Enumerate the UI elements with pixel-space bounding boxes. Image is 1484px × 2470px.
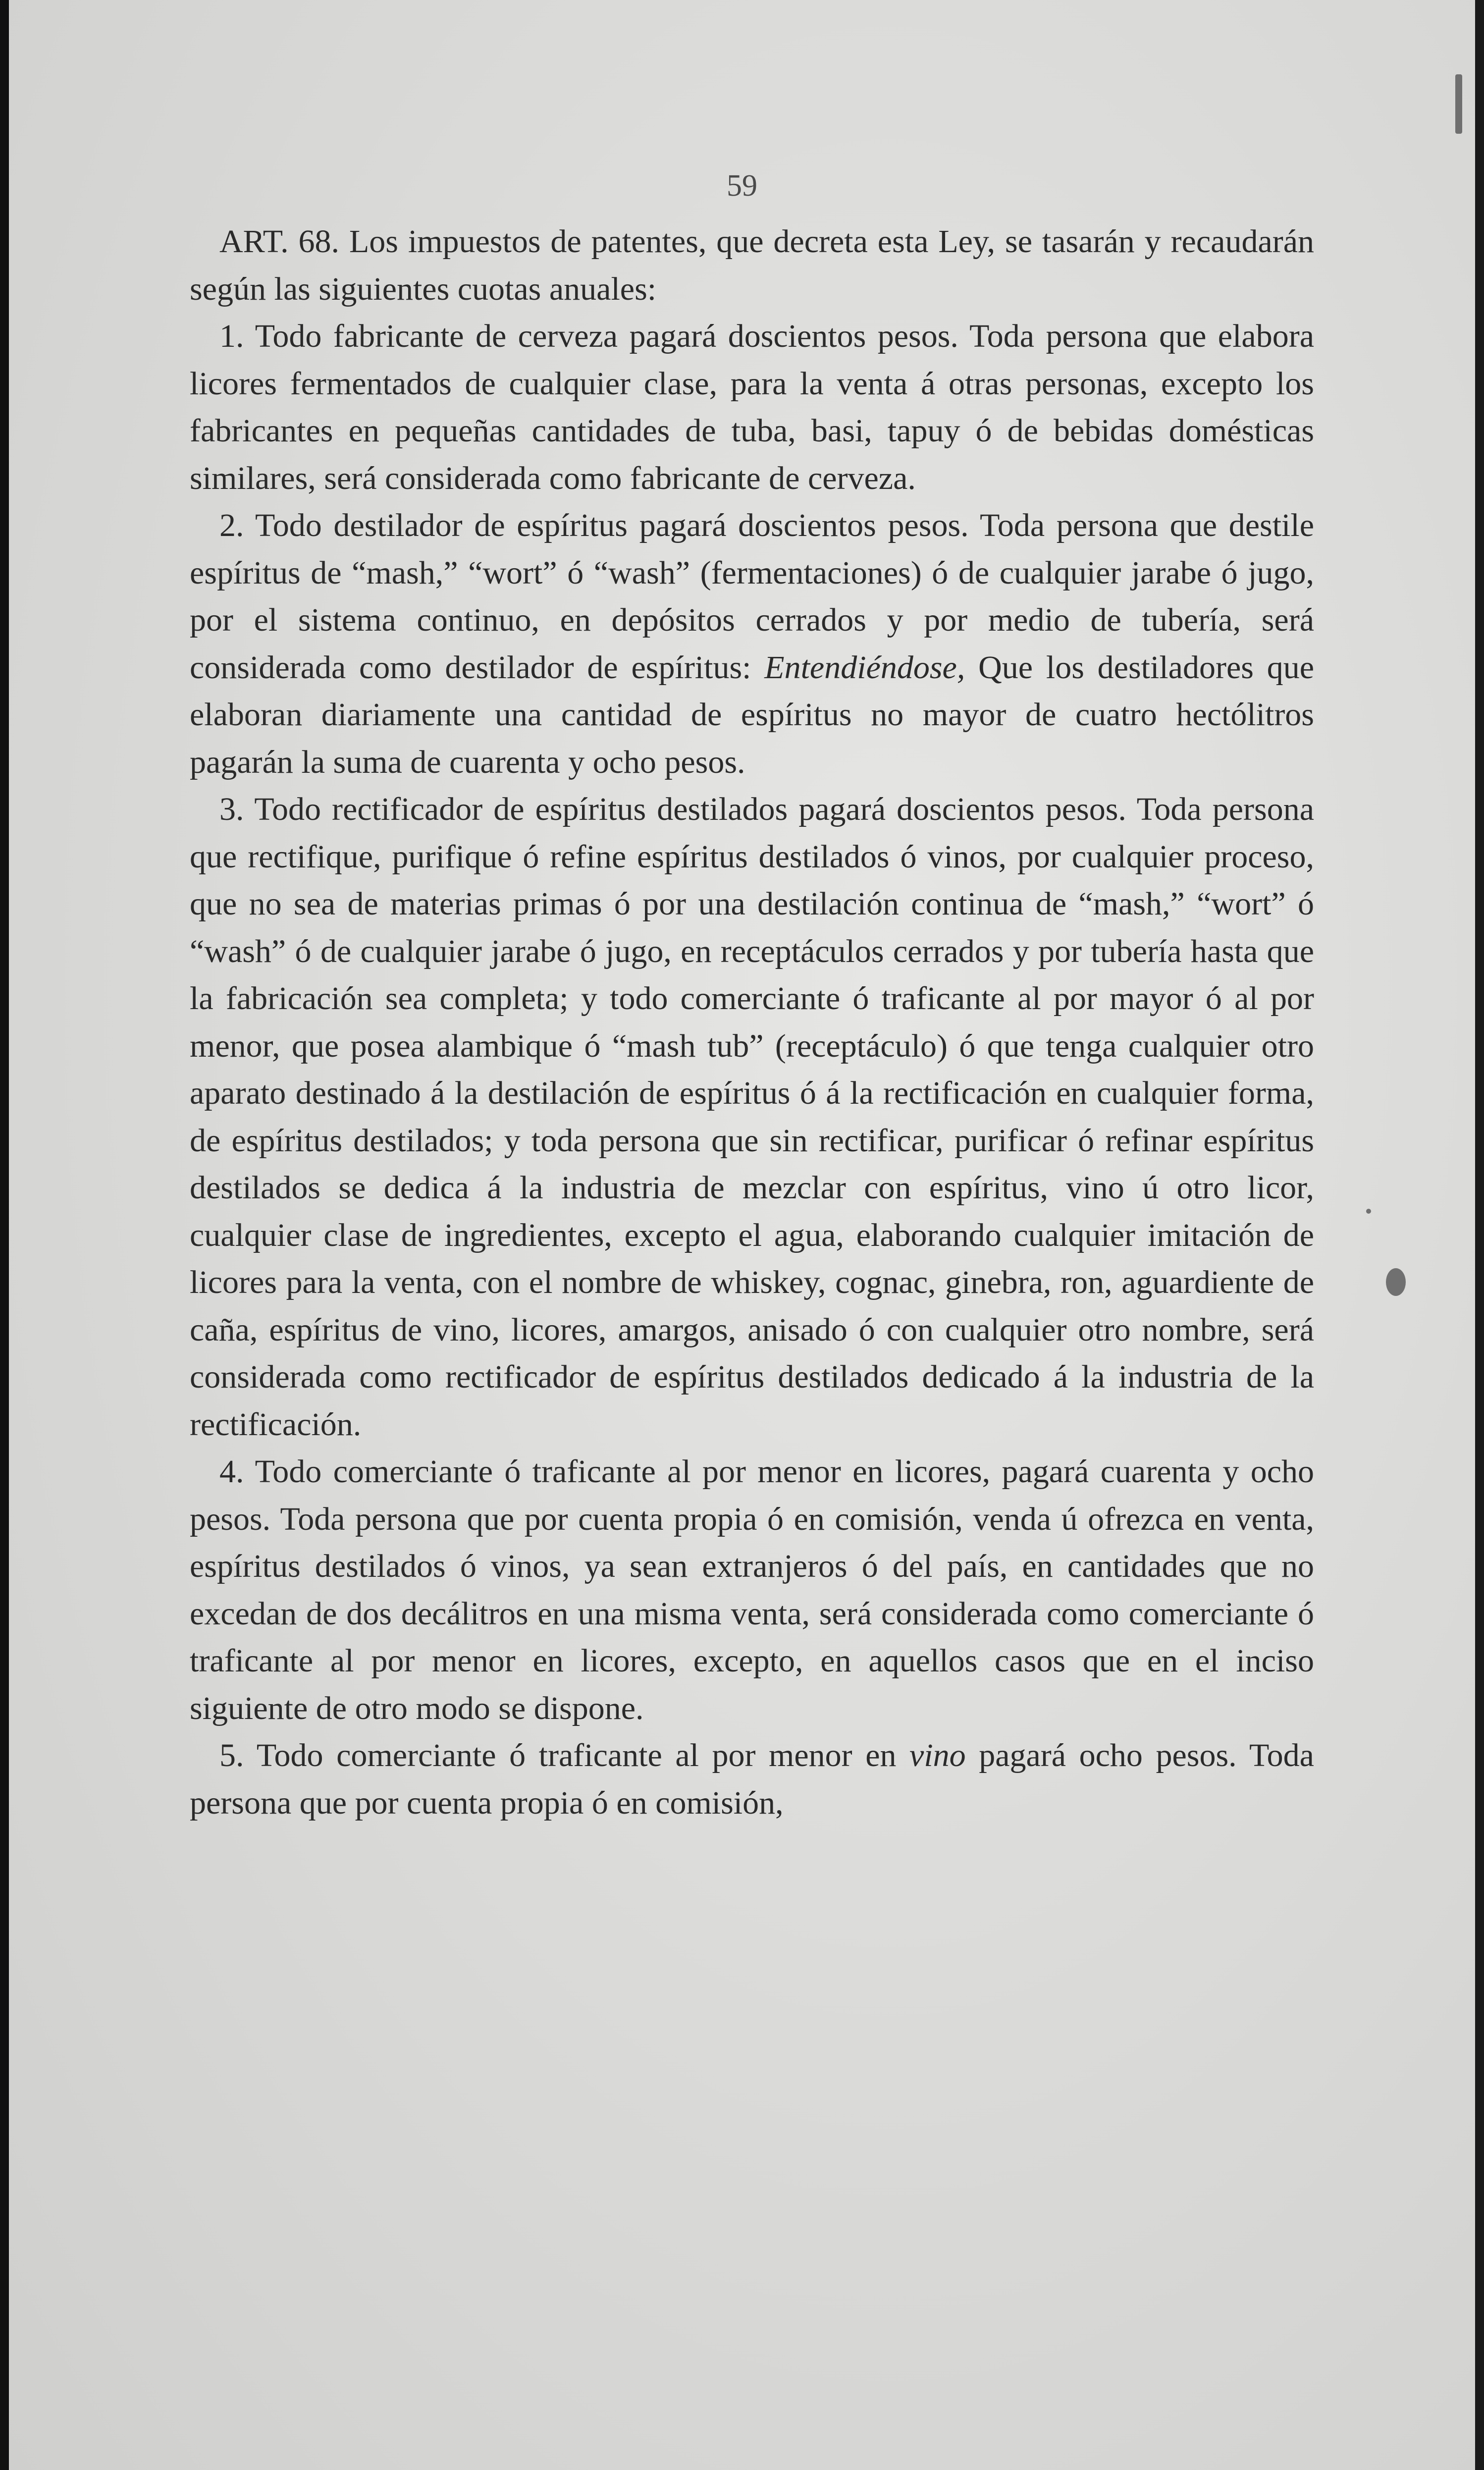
paragraph-text-tail: pagará ocho pesos. Toda persona que por cuenta propia ó en comisión, [190, 1737, 1314, 1821]
paragraph-item-3 [190, 786, 1314, 1448]
paragraph-text: 4. Todo comerciante ó traficante al por menor en licores, pagará cuarenta y ocho pesos. Toda persona que por cuenta propia ó en comisión, venda ú ofrezca en venta, espíritus destilados ó vinos, ya sean extranjeros ó del país, en cantidades que no excedan de dos decálitros en una misma venta, será considerada como comerciante ó traficante al por menor en licores, excepto, en aquellos casos que en el inciso siguiente de otro modo se dispone. [190, 1453, 1314, 1726]
page-number: 59 [727, 169, 757, 203]
italic-term: vino [909, 1737, 966, 1773]
paragraph-text: 5. Todo comerciante ó traficante al por menor en [219, 1737, 910, 1773]
paragraph-text: 3. Todo rectificador de espíritus destilados pagará doscientos pesos. Toda persona que rectifique, purifique ó refine espíritus destilados ó vinos, por cualquier proceso, que no sea de materias primas ó por una destilación continua de “mash,” “wort” ó “wash” ó de cualquier jarabe ó jugo, en receptáculos cerrados y por tubería hasta que la fabricación sea completa; y todo comerciante ó traficante al por mayor ó al por menor, que posea alambique ó “mash tub” (receptáculo) ó que tenga cualquier otro aparato destinado á la destilación de espíritus ó á la rectificación en cualquier forma, de espíritus destilados; y toda persona que sin rectificar, purificar ó refinar espíritus destilados se dedica á la industria de mezclar con espíritus, vino ú otro licor, cualquier clase de ingredientes, excepto el agua, elaborando cualquier imitación de licores para la venta, con el nombre de whiskey, cognac, ginebra, ron, aguardiente de caña, espíritus de vino, licores, amargos, anisado ó con cualquier otro nombre, será considerada como rectificador de espíritus destilados dedicado á la industria de la rectificación. [190, 791, 1314, 1443]
paragraph-text: 68. Los impuestos de patentes, que decreta esta Ley, se tasarán y recaudarán según las siguientes cuotas anuales: [190, 223, 1315, 307]
scan-left-edge [0, 0, 9, 2470]
document-body [190, 218, 1314, 1826]
paragraph-item-1 [190, 313, 1314, 502]
paragraph-item-2 [190, 502, 1314, 786]
paragraph-item-5 [190, 1732, 1314, 1826]
scan-speck [1386, 1268, 1406, 1296]
scan-speck [1366, 1209, 1371, 1214]
paragraph-text: 1. Todo fabricante de cerveza pagará doscientos pesos. Toda persona que elabora licores fermentados de cualquier clase, para la venta á otras personas, excepto los fabricantes en pequeñas cantidades de tuba, basi, tapuy ó de bebidas domésticas similares, será considerada como fabricante de cerveza. [190, 318, 1314, 496]
article-label: ART. [219, 223, 289, 260]
paragraph-text: 2. Todo destilador de espíritus pagará doscientos pesos. Toda persona que destile espíritus de “mash,” “wort” ó “wash” (fermentaciones) ó de cualquier jarabe ó jugo, por el sistema continuo, en depósitos cerrados y por medio de tubería, será considerada como destilador de espíritus: [190, 507, 1314, 686]
document-page [9, 0, 1475, 2470]
paragraph-text-tail: Que los destiladores que elaboran diariamente una cantidad de espíritus no mayor de cuatro hectólitros pagarán la suma de cuarenta y ocho pesos. [190, 649, 1314, 780]
scan-speck [1455, 74, 1462, 134]
paragraph-art68 [190, 218, 1314, 313]
italic-term: Entendiéndose, [764, 649, 965, 686]
paragraph-item-4 [190, 1448, 1314, 1732]
